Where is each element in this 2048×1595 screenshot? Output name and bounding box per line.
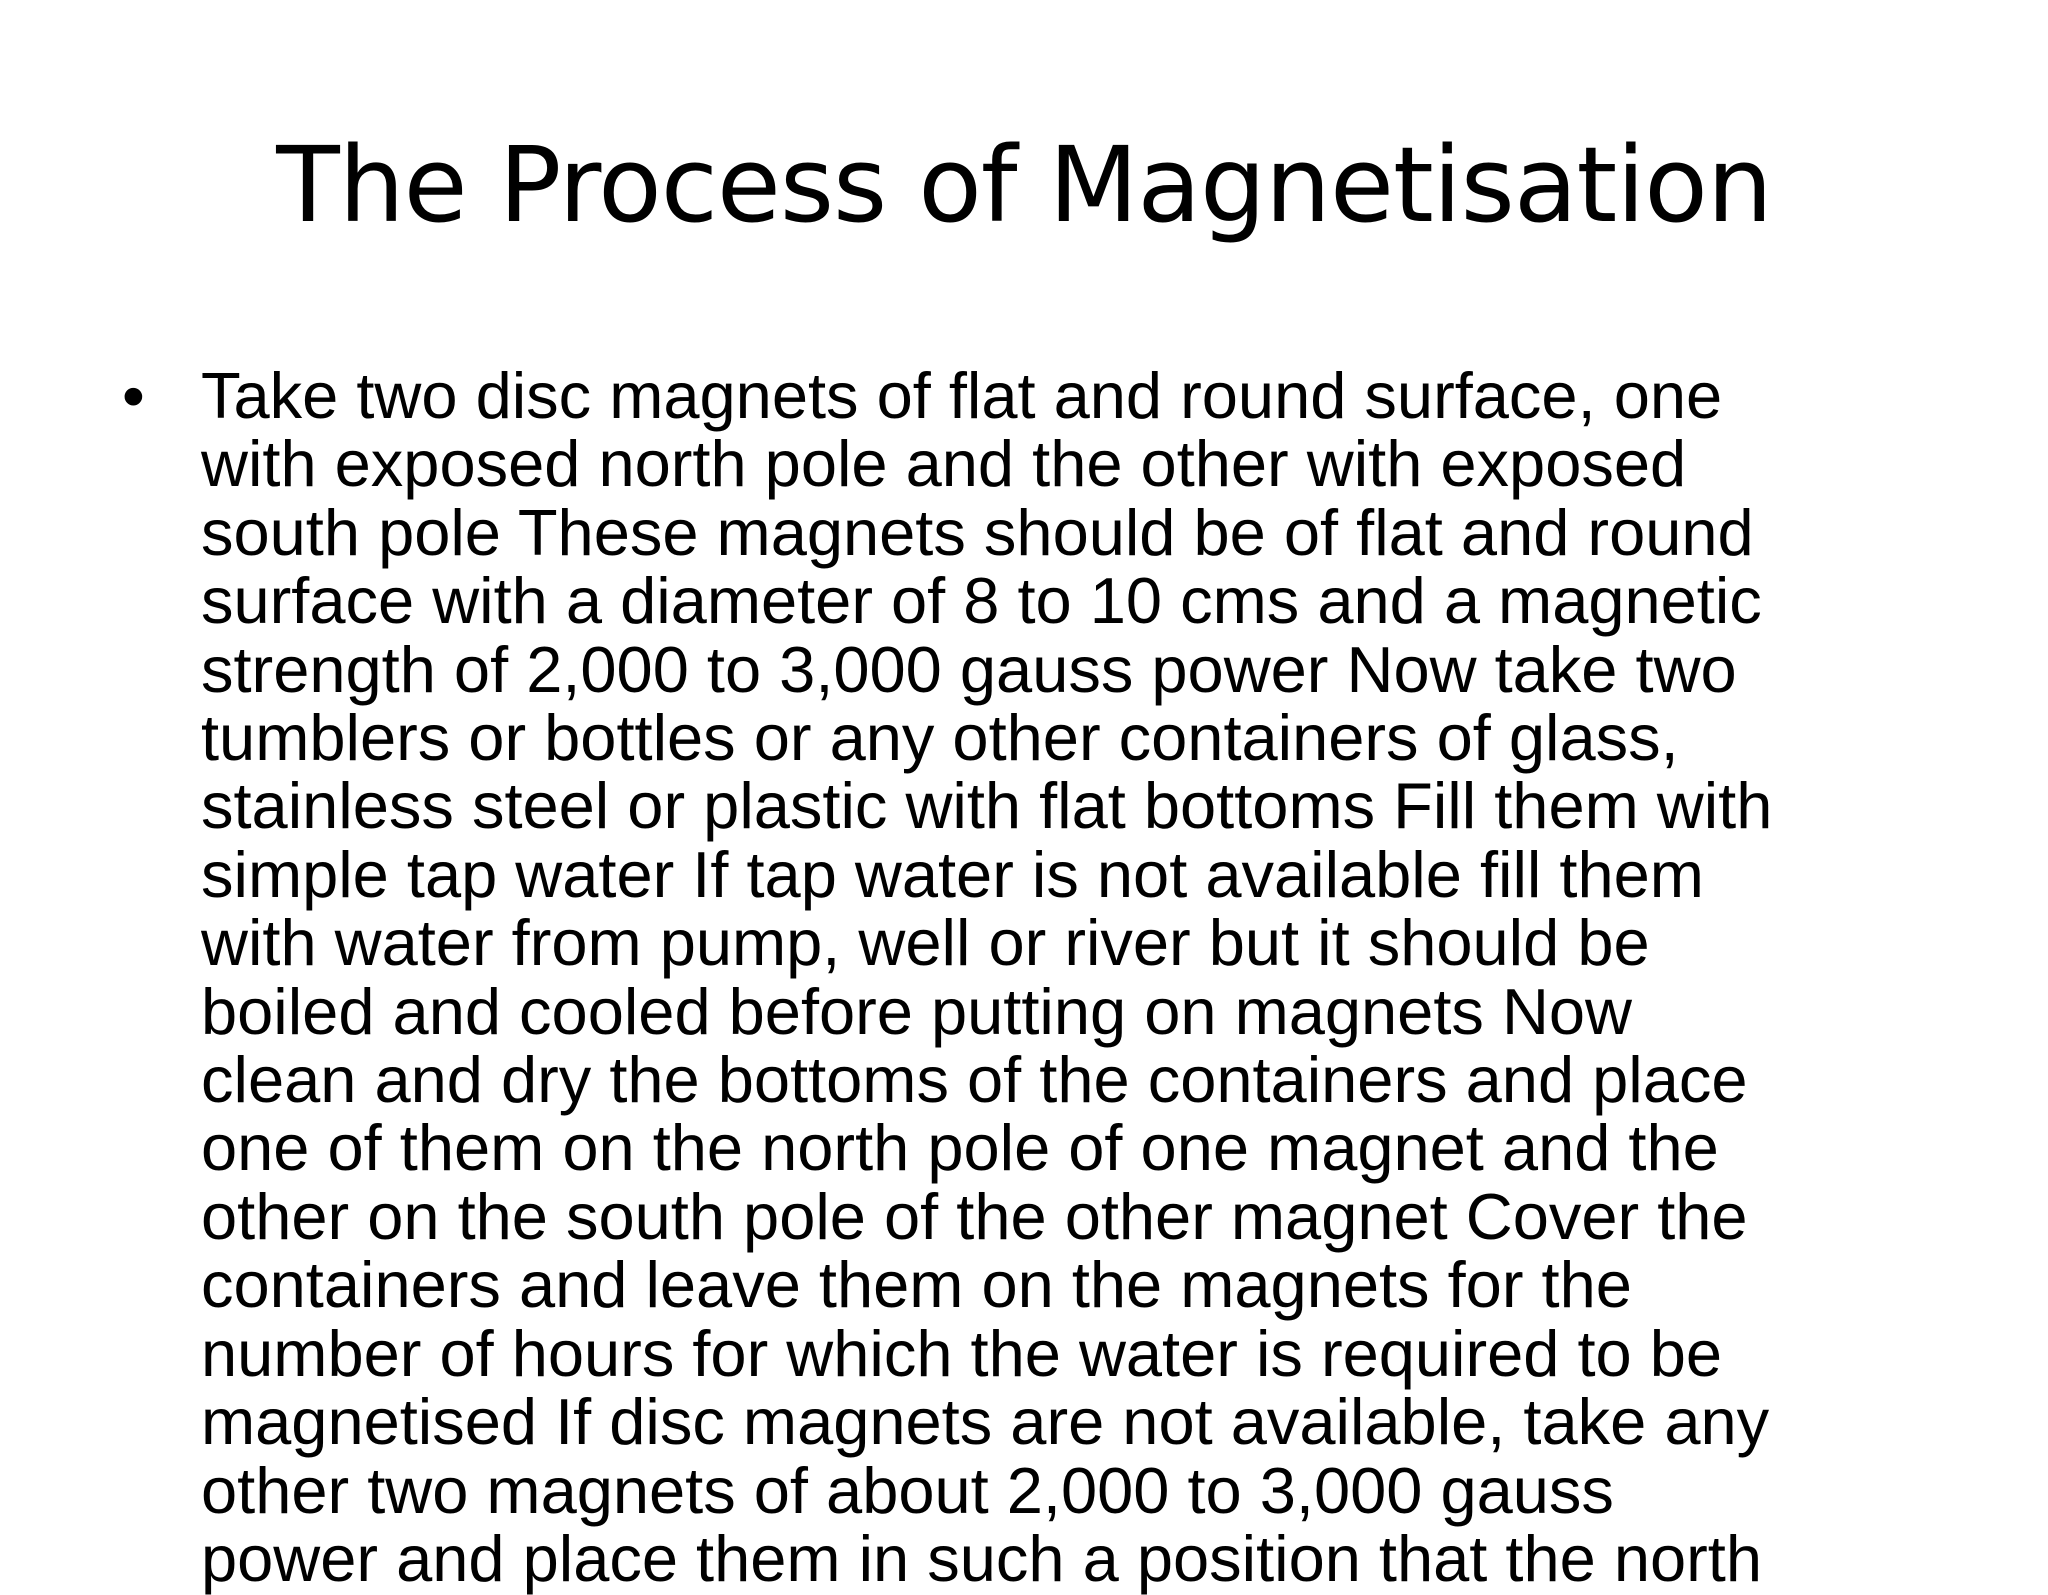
bullet-line: tumblers or bottles or any other containers of glass, — [201, 701, 1679, 775]
bullet-line: simple tap water If tap water is not available fill them — [201, 837, 1704, 911]
bullet-line: strength of 2,000 to 3,000 gauss power Now take two — [201, 632, 1737, 706]
bullet-line: south pole These magnets should be of flat and round — [201, 495, 1754, 569]
bullet-line: with exposed north pole and the other with exposed — [201, 427, 1687, 501]
bullet-line: containers and leave them on the magnets for the — [201, 1248, 1632, 1322]
bullet-line: surface with a diameter of 8 to 10 cms and a magnetic — [201, 564, 1762, 638]
bullet-line: boiled and cooled before putting on magnets Now — [201, 974, 1632, 1048]
bullet-line: number of hours for which the water is required to be — [201, 1316, 1723, 1390]
slide-title: The Process of Magnetisation — [276, 124, 1772, 246]
bullet-list — [0, 359, 2048, 1595]
bullet-line: other two magnets of about 2,000 to 3,000 gauss — [201, 1453, 1614, 1527]
bullet-line: clean and dry the bottoms of the containers and place — [201, 1043, 1748, 1117]
bullet-line: power and place them in such a position that the north — [201, 1521, 1762, 1595]
bullet-item — [0, 359, 2048, 1595]
bullet-line: other on the south pole of the other magnet Cover the — [201, 1179, 1748, 1253]
bullet-line: one of them on the north pole of one magnet and the — [201, 1111, 1719, 1185]
bullet-line: magnetised If disc magnets are not available, take any — [201, 1385, 1770, 1459]
bullet-text — [201, 359, 2048, 1595]
bullet-marker: • — [122, 359, 145, 432]
bullet-line: stainless steel or plastic with flat bottoms Fill them with — [201, 769, 1773, 843]
bullet-line: with water from pump, well or river but it should be — [201, 906, 1650, 980]
bullet-line: Take two disc magnets of flat and round surface, one — [201, 359, 1723, 432]
